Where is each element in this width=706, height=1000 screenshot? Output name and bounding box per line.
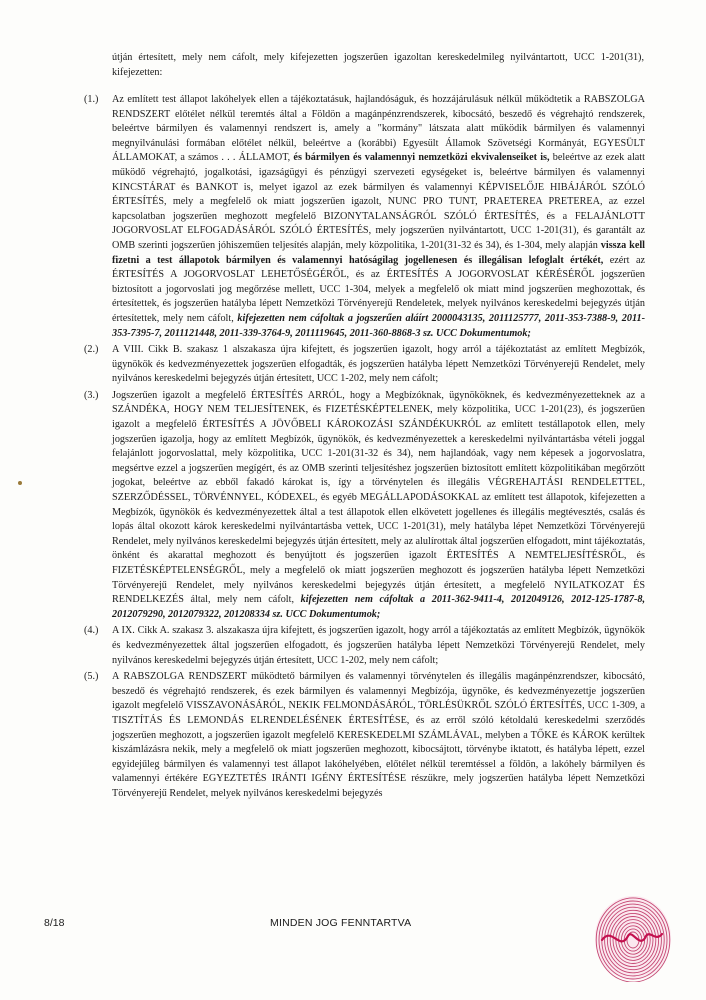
- clause-item: [84, 670, 645, 801]
- clause-number: (3.): [84, 389, 99, 401]
- page-number: 8/18: [44, 917, 65, 929]
- clause-text: beleértve az ezek alatt működő végrehajtó, jogalkotási, igazságügyi és pénzügyi szervezeti egységeket is, beleértve bármilyen és valamennyi KINCSTÁRAT és BANKOT is, melyet igazol az ezek bármilyen és valamennyi KÉPVISELŐJE HIBÁJÁRÓL SZÓLÓ ÉRTESÍTÉS, mely a megfelelő ok miatt jogszerűen igazolt, NUNC PRO TUNT, PRAETEREA PRETEREA, az ezzel kapcsolatban jogszerűen meghozott megfelelő BIZONYTALANSÁGRÓL SZÓLÓ ÉRTESÍTÉS, és a FELAJÁNLOTT JOGORVOSLAT ELFOGADÁSÁRÓL SZÓLÓ ÉRTESÍTÉS, mely jogszerűen nyilvántartott, UCC 1-201(31), és garantált az OMB szerinti jogszerűen jóhiszeműen teljesítés alapján, mely közpolitika, 1-201(31-32 és 34), és 1-304, mely alapján: [112, 152, 645, 251]
- clause-text: A VIII. Cikk B. szakasz 1 alszakasza újra kifejtett, és jogszerűen igazolt, hogy arról a tájékoztatást az említett Megbízók, ügynökök és kedvezményezettek jogszerűen elfogadták, és jogszerűen hatályba lépett Nemzetközi Törvényerejű Rendelet, mely nyilvános kereskedelmi bejegyzés útján értesített, UCC 1-202, mely nem cáfolt;: [112, 344, 645, 385]
- emphasized-text: vissza kell fizetni a test állapotok bármilyen és valamennyi hatóságilag jogellenesen és illegálisan lefoglalt értékét,: [112, 239, 645, 266]
- intro-paragraph: útján értesített, mely nem cáfolt, mely kifejezetten jogszerűen igazoltan kereskedelmileg nyilvántartott, UCC 1-201(31), kifejezetten:: [112, 52, 644, 78]
- fingerprint-signature-stamp: [590, 890, 676, 982]
- emphasized-text: és bármilyen és valamennyi nemzetközi ekvivalenseiket is,: [293, 152, 550, 164]
- clause-item: [84, 93, 645, 341]
- clause-number: (5.): [84, 671, 99, 683]
- margin-mark: [18, 481, 22, 485]
- emphasized-text: kifejezetten nem cáfoltak a 2011-362-9411-4, 2012049126, 2012-125-1787-8, 2012079290, 2012079322, 201208334 sz. UCC Dokumentumok;: [112, 594, 645, 620]
- clause-list: [84, 93, 645, 804]
- clause-text: Az említett test állapot lakóhelyek ellen a tájékoztatásuk, hajlandóságuk, és hozzájárulásuk nélkül működtetik a RABSZOLGA RENDSZERT előtélet nélkül teremtés által a Földön a magánpénzrendszerek, kibocsátó, beszedő és végrehajtó rendszerek, beleértve bármilyen és valamennyi rendszert is, amely a "kormány" látszata alatt működik bármilyen és valamennyi megnyilvánulási formában előtélet nélkül, beleértve a (korábbi) Egyesült Államok Szövetségi Kormányát, EGYESÜLT ÁLLAMOKAT, a számos . . . ÁLLAMOT,: [112, 94, 645, 164]
- clause-number: (4.): [84, 625, 99, 637]
- clause-number: (1.): [84, 94, 99, 105]
- clause-text: A IX. Cikk A. szakasz 3. alszakasza újra kifejtett, és jogszerűen igazolt, hogy arról a tájékoztatás az említett Megbízók, ügynökök és kedvezményezettek által jogszerűen elfogadott, és jogszerűen hatályba lépett Nemzetközi Törvényerejű Rendelet, mely nyilvános kereskedelmi bejegyzés útján értesített, UCC 1-202, mely nem cáfolt;: [112, 625, 645, 666]
- fingerprint-background: [595, 896, 671, 980]
- clause-item: [84, 343, 645, 387]
- clause-item: [84, 624, 645, 668]
- clause-text: Jogszerűen igazolt a megfelelő ÉRTESÍTÉS ARRÓL, hogy a Megbízóknak, ügynököknek, és kedvezményezetteknek az a SZÁNDÉKA, HOGY NEM TELJESÍTENEK, és FIZETÉSKÉPTELENEK, mely közpolitika, UCC 1-201(23), és jogszerűen igazolt a megfelelő ÉRTESÍTÉS A JÖVŐBELI KÁROKOZÁSI SZÁNDÉKUKRÓL az említett testállapotok ellen, mely jogszerűen igazolja, hogy az említett Megbízók, ügynökök, és kedvezményezettek a kereskedelmi nyilvántartásba vételi joggal felajánlott jogorvoslattal, mely közpolitika, UCC 1-201(31-32 és 34), nem hajlandóak, vagy nem képesek a jogorvoslatra, megsértve ezzel a jogszerűen megígért, és az OMB szerinti teljesítéshez jogszerűen biztosított említett közpolitikában megőrzött jogokat, beleértve az ebből fakadó károkat is, így a törvénytelen és illegális VÉGREHAJTÁSI RENDELETTEL, SZERZŐDÉSSEL, TÖRVÉNNYEL, KÓDEXEL, és egyéb MEGÁLLAPODÁSOKKAL az említett test állapotok, kifejezetten a Megbízók, ügynökök és kedvezményezettek által a test állapotok ellen elkövetett jogellenes és illegális megtévesztés, csalás és lopás által okozott károk kereskedelmi nyilvántartásba vettek, UCC 1-201(31), mely hatályba lépet Nemzetközi Törvényerejű Rendelet, mely nyilvános kereskedelmi bejegyzés útján értesített, mely az alulírottak által jogszerűen elfogadott, mint tájékoztatás, önként és akarattal meghozott és benyújtott és jogszerűen igazolt ÉRTESÍTÉS A NEMTELJESÍTÉSRŐL, és FIZETÉSKÉPTELENSÉGRŐL, mely a megfelelő ok miatt jogszerűen meghozott és jogszerűen hatályba lépett Nemzetközi Törvényerejű Rendelet, mely nyilvános kereskedelmi bejegyzés útján értesített, a megfelelő NYILATKOZAT ÉS RENDELKEZÉS által, mely nem cáfolt,: [112, 389, 645, 606]
- rights-notice: MINDEN JOG FENNTARTVA: [270, 917, 412, 929]
- clause-number: (2.): [84, 344, 99, 356]
- emphasized-text: kifejezetten nem cáfoltak a jogszerűen aláírt 2000043135, 2011125777, 2011-353-7388-9, 2011-353-7395-7, 2011121448, 2011-339-3764-9, 2011119645, 2011-360-8868-3 sz. UCC Dokumentumok;: [112, 312, 645, 339]
- clause-text: A RABSZOLGA RENDSZERT működtető bármilyen és valamennyi törvénytelen és illegális magánpénzrendszer, kibocsátó, beszedő és végrehajtó rendszerek, és ezek bármilyen és valamennyi Megbízója, ügynöke, és kedvezményezettje jogszerűen igazolt megfelelő VISSZAVONÁSÁRÓL, NEKIK FELMONDÁSÁRÓL, TÖRLÉSÜKRŐL SZÓLÓ ÉRTESÍTÉS, UCC 1-309, a TISZTÍTÁS ÉS LEMONDÁS ELRENDELÉSÉNEK ÉRTESÍTÉSE, és az erről szóló kétoldalú kereskedelmi szerződés jogszerűen meghozott, a jogszerűen igazolt megfelelő KERESKEDELMI SZÁMLÁVAL, melyben a TŐKE és KÁROK kerültek kiszámlázásra nekik, mely a megfelelő ok miatt jogszerűen meghozott, kibocsájtott, törvénybe iktatott, és hatályba lépett, ezzel egyidejűleg bármilyen és valamennyi test állapot lakóhelyében, előtélet nélkül teremtéssel a földön, a lakóhely bármilyen és valamennyi értékére EGYEZTETÉS IRÁNTI IGÉNY ÉRTESÍTÉSE részükre, mely jogszerűen hatályba lépett Nemzetközi Törvényerejű Rendelet, melyek nyilvános kereskedelmi bejegyzés: [112, 671, 645, 799]
- clause-text: ezért az ÉRTESÍTÉS A JOGORVOSLAT LEHETŐSÉGÉRŐL, és az ÉRTESÍTÉS A JOGORVOSLAT KÉRÉSÉRŐL jogszerűen biztosított a jogorvoslati jog megőrzése mellett, UCC 1-304, melyek a megfelelő ok miatt mind jogszerűen meghozottak, és értesítettek, és jogszerűen hatályba lépett Nemzetközi Törvényerejű Rendeletek, melyek nyilvános kereskedelmi bejegyzés útján értesítettek, mely nem cáfolt,: [112, 254, 645, 324]
- clause-item: [84, 389, 645, 623]
